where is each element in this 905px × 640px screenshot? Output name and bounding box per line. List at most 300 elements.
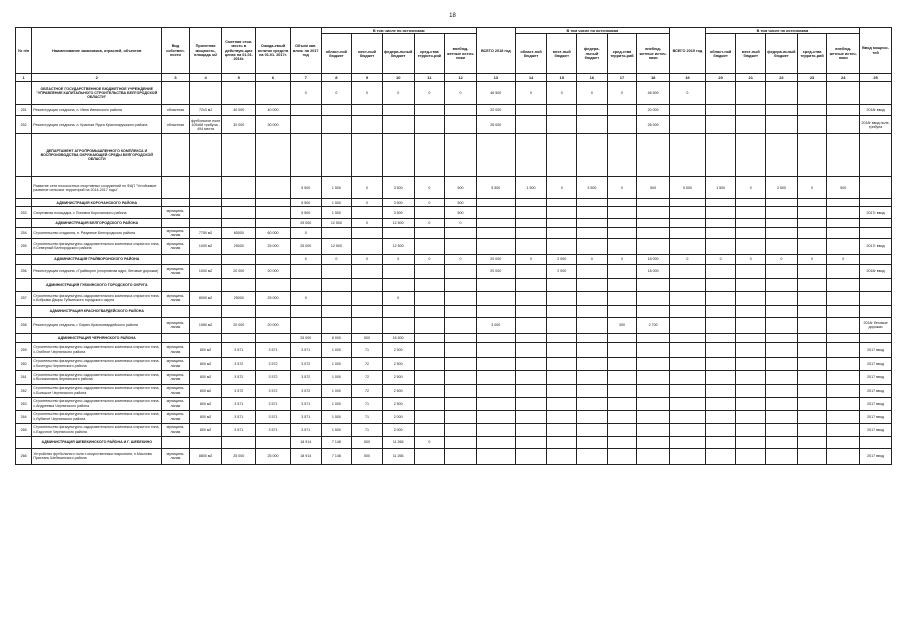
value-cell: [515, 116, 547, 134]
value-cell: 16 500: [382, 333, 414, 342]
value-cell: [222, 134, 256, 177]
value-cell: 2017 ввод: [860, 342, 892, 357]
value-cell: [256, 436, 291, 448]
value-cell: [860, 254, 892, 264]
object-name-cell: Строительство физкультурно-оздоровительного комплекса открытого типа, с.Бобровы Дворы Губкинского городского округа: [32, 291, 162, 305]
value-cell: [547, 317, 577, 333]
value-cell: [321, 116, 352, 134]
value-cell: [670, 357, 706, 370]
value-cell: 71: [352, 342, 383, 357]
value-cell: [705, 436, 736, 448]
value-cell: [607, 291, 637, 305]
column-number-cell: 8: [321, 74, 352, 82]
value-cell: 3 571: [290, 342, 321, 357]
value-cell: [860, 219, 892, 228]
value-cell: [515, 238, 547, 254]
value-cell: [321, 105, 352, 116]
value-cell: [515, 423, 547, 436]
value-cell: 1000 м2: [189, 238, 222, 254]
value-cell: 0: [607, 254, 637, 264]
value-cell: 0: [577, 254, 608, 264]
value-cell: [162, 199, 190, 207]
value-cell: [577, 291, 608, 305]
row-number-cell: 259: [16, 342, 32, 357]
value-cell: [705, 410, 736, 423]
row-number-cell: [16, 305, 32, 317]
value-cell: [256, 177, 291, 199]
value-cell: [637, 410, 670, 423]
col-no-header: № п/п: [16, 28, 32, 74]
object-name-cell: Строительство физкультурно-оздоровительного комплекса открытого типа, п.Северный Белгородского района: [32, 238, 162, 254]
value-cell: [860, 134, 892, 177]
object-name-cell: Строительство физкультурно-оздоровительного комплекса открытого типа, с.Андреевка Чернянского района: [32, 397, 162, 410]
value-cell: [414, 264, 445, 278]
value-cell: 500: [352, 333, 383, 342]
src-territory-header: сред-ства террито-рий: [797, 34, 827, 74]
column-number-cell: 11: [414, 74, 445, 82]
value-cell: 25 000: [256, 448, 291, 464]
value-cell: [766, 370, 798, 384]
value-cell: [797, 207, 827, 219]
value-cell: [222, 436, 256, 448]
value-cell: [515, 448, 547, 464]
value-cell: [515, 207, 547, 219]
table-row: [16, 410, 892, 423]
value-cell: 0: [515, 82, 547, 105]
value-cell: [860, 333, 892, 342]
value-cell: 3 572: [222, 384, 256, 397]
value-cell: [827, 134, 860, 177]
value-cell: [705, 291, 736, 305]
value-cell: [414, 305, 445, 317]
value-cell: муниципа-льная: [162, 357, 190, 370]
src-territory-header: сред-ства террито-рий: [414, 34, 445, 74]
value-cell: [414, 410, 445, 423]
value-cell: [736, 305, 766, 317]
value-cell: [414, 423, 445, 436]
value-cell: [414, 134, 445, 177]
value-cell: 5 500: [670, 177, 706, 199]
value-cell: [766, 448, 798, 464]
value-cell: [445, 410, 477, 423]
value-cell: [736, 134, 766, 177]
value-cell: [577, 207, 608, 219]
value-cell: [414, 370, 445, 384]
value-cell: [476, 333, 515, 342]
value-cell: [827, 116, 860, 134]
table-row: [16, 116, 892, 134]
object-name-cell: Спортивная площадка, с Поповка Корочанского района: [32, 207, 162, 219]
row-number-cell: 257: [16, 291, 32, 305]
value-cell: 0: [670, 82, 706, 105]
row-number-cell: 254: [16, 228, 32, 238]
value-cell: [162, 436, 190, 448]
value-cell: [222, 278, 256, 291]
value-cell: [382, 116, 414, 134]
column-number-cell: 17: [607, 74, 637, 82]
column-number-cell: 1: [16, 74, 32, 82]
column-number-cell: 23: [797, 74, 827, 82]
value-cell: 1 500: [321, 410, 352, 423]
value-cell: [705, 370, 736, 384]
value-cell: 2 500: [382, 342, 414, 357]
value-cell: [476, 342, 515, 357]
table-row: [16, 228, 892, 238]
value-cell: 800 м2: [189, 423, 222, 436]
value-cell: 0: [705, 254, 736, 264]
value-cell: [736, 105, 766, 116]
value-cell: [547, 207, 577, 219]
value-cell: [797, 264, 827, 278]
value-cell: [515, 219, 547, 228]
value-cell: 0: [670, 254, 706, 264]
object-name-cell: Реконструкция стадиона, п. Красная Яруга Краснояружского района: [32, 116, 162, 134]
value-cell: [256, 199, 291, 207]
value-cell: муниципа-льная: [162, 410, 190, 423]
value-cell: 2017г ввод: [860, 238, 892, 254]
value-cell: [547, 278, 577, 291]
value-cell: [736, 357, 766, 370]
row-number-cell: 253: [16, 207, 32, 219]
value-cell: 3 571: [290, 397, 321, 410]
value-cell: [736, 333, 766, 342]
value-cell: [705, 105, 736, 116]
value-cell: [860, 305, 892, 317]
value-cell: 0: [352, 177, 383, 199]
value-cell: муниципа-льная: [162, 291, 190, 305]
table-row: [16, 370, 892, 384]
value-cell: [607, 199, 637, 207]
value-cell: [797, 116, 827, 134]
value-cell: 71: [352, 397, 383, 410]
value-cell: 3 572: [256, 357, 291, 370]
value-cell: [670, 410, 706, 423]
value-cell: [290, 116, 321, 134]
value-cell: [414, 342, 445, 357]
value-cell: [189, 305, 222, 317]
value-cell: [222, 82, 256, 105]
value-cell: [352, 305, 383, 317]
value-cell: [445, 342, 477, 357]
value-cell: [705, 238, 736, 254]
section-title: АДМИНИСТРАЦИЯ БЕЛГОРОДСКОГО РАЙОНА: [32, 219, 162, 228]
value-cell: [637, 370, 670, 384]
value-cell: 1 500: [321, 199, 352, 207]
value-cell: [189, 436, 222, 448]
page-number: 18: [449, 13, 456, 19]
column-number-cell: 5: [222, 74, 256, 82]
value-cell: [577, 305, 608, 317]
column-number-cell: 25: [860, 74, 892, 82]
table-row: [16, 397, 892, 410]
value-cell: [705, 228, 736, 238]
value-cell: 0: [766, 254, 798, 264]
value-cell: 0: [797, 177, 827, 199]
value-cell: муниципа-льная: [162, 264, 190, 278]
value-cell: 46 500: [637, 82, 670, 105]
value-cell: 2 500: [382, 384, 414, 397]
column-number-cell: 7: [290, 74, 321, 82]
value-cell: 0: [577, 82, 608, 105]
col-balance-header: Ожида-емый остаток средств на 01.01. 2017г.: [256, 28, 291, 74]
value-cell: [797, 410, 827, 423]
value-cell: [736, 291, 766, 305]
value-cell: 0: [321, 82, 352, 105]
value-cell: [637, 423, 670, 436]
value-cell: 7 148: [321, 448, 352, 464]
value-cell: [352, 134, 383, 177]
value-cell: [607, 384, 637, 397]
value-cell: [860, 228, 892, 238]
value-cell: [162, 254, 190, 264]
value-cell: [607, 333, 637, 342]
value-cell: [860, 82, 892, 105]
value-cell: [607, 105, 637, 116]
src-regional-header: област-ной бюджет: [705, 34, 736, 74]
value-cell: [827, 238, 860, 254]
value-cell: 12 500: [382, 219, 414, 228]
column-number-cell: 2: [32, 74, 162, 82]
value-cell: 3 571: [256, 342, 291, 357]
row-number-cell: 264: [16, 410, 32, 423]
value-cell: 3 571: [222, 410, 256, 423]
value-cell: [476, 305, 515, 317]
value-cell: 1080 м2: [189, 317, 222, 333]
value-cell: [797, 317, 827, 333]
value-cell: 72: [352, 384, 383, 397]
value-cell: 25 000: [290, 219, 321, 228]
value-cell: [860, 291, 892, 305]
value-cell: 7750 м2: [189, 228, 222, 238]
value-cell: [476, 397, 515, 410]
value-cell: [414, 207, 445, 219]
value-cell: 0: [352, 82, 383, 105]
value-cell: [445, 357, 477, 370]
value-cell: [637, 384, 670, 397]
value-cell: 11 266: [382, 436, 414, 448]
value-cell: [445, 423, 477, 436]
value-cell: 25 000: [222, 448, 256, 464]
value-cell: [607, 397, 637, 410]
value-cell: [577, 228, 608, 238]
value-cell: 800 м2: [189, 342, 222, 357]
src-extrabudget-header: внебюд-жетные источ-ники: [827, 34, 860, 74]
value-cell: [705, 278, 736, 291]
value-cell: [637, 342, 670, 357]
value-cell: [797, 105, 827, 116]
row-number-cell: 261: [16, 370, 32, 384]
value-cell: 0: [352, 199, 383, 207]
value-cell: 500: [352, 448, 383, 464]
value-cell: [476, 278, 515, 291]
value-cell: [670, 448, 706, 464]
value-cell: [321, 264, 352, 278]
value-cell: [766, 134, 798, 177]
value-cell: [222, 305, 256, 317]
value-cell: [445, 278, 477, 291]
value-cell: 2017 ввод: [860, 448, 892, 464]
value-cell: [736, 199, 766, 207]
value-cell: [766, 342, 798, 357]
value-cell: 8 000: [321, 333, 352, 342]
value-cell: [637, 207, 670, 219]
section-row: [16, 219, 892, 228]
value-cell: [476, 423, 515, 436]
value-cell: [547, 370, 577, 384]
value-cell: 500: [445, 199, 477, 207]
value-cell: [352, 238, 383, 254]
value-cell: 0: [414, 82, 445, 105]
object-name-cell: Развитие сети плоскостных спортивных сооружений по ФЦП "Устойчивое развитие сельских территорий на 2014-2017 годы": [32, 177, 162, 199]
value-cell: [607, 116, 637, 134]
value-cell: [766, 219, 798, 228]
value-cell: [476, 291, 515, 305]
value-cell: 0: [290, 82, 321, 105]
value-cell: [637, 238, 670, 254]
col-capacity-header: Проектная мощность, площадь м2: [189, 28, 222, 74]
value-cell: [797, 291, 827, 305]
value-cell: [189, 254, 222, 264]
value-cell: [382, 317, 414, 333]
object-name-cell: Реконструкция стадиона, г. Бирюч Красногвардейского района: [32, 317, 162, 333]
value-cell: [797, 357, 827, 370]
column-number-cell: 21: [736, 74, 766, 82]
value-cell: [256, 278, 291, 291]
src-extrabudget-header: внебюд-жетные источ-ники: [445, 34, 477, 74]
value-cell: 18 000: [637, 254, 670, 264]
value-cell: [222, 177, 256, 199]
value-cell: [827, 82, 860, 105]
value-cell: 0: [382, 254, 414, 264]
value-cell: [515, 342, 547, 357]
value-cell: [476, 370, 515, 384]
row-number-cell: 256: [16, 264, 32, 278]
value-cell: [414, 317, 445, 333]
value-cell: [445, 370, 477, 384]
value-cell: 2 000: [382, 410, 414, 423]
section-row: [16, 305, 892, 317]
value-cell: 0: [414, 254, 445, 264]
sources-2017-header: В том числе по источникам: [321, 28, 476, 34]
section-row: [16, 436, 892, 448]
value-cell: [827, 384, 860, 397]
value-cell: [766, 384, 798, 397]
value-cell: [577, 116, 608, 134]
value-cell: 3 572: [290, 384, 321, 397]
value-cell: [637, 357, 670, 370]
value-cell: [547, 423, 577, 436]
value-cell: 2018г ввод поле, трибуна: [860, 116, 892, 134]
value-cell: [445, 305, 477, 317]
value-cell: [476, 238, 515, 254]
value-cell: муниципа-льная: [162, 207, 190, 219]
object-name-cell: Строительство физкультурно-оздоровительного комплекса открытого типа, с.Ездочное Чернянского района: [32, 423, 162, 436]
value-cell: [637, 228, 670, 238]
value-cell: 2018г ввод: [860, 264, 892, 278]
value-cell: [290, 278, 321, 291]
object-name-cell: Устройство футбольного поля с искусственным покрытием, п.Маслова Пристань Шебекинского района: [32, 448, 162, 464]
value-cell: [797, 134, 827, 177]
value-cell: [670, 116, 706, 134]
value-cell: 72: [352, 357, 383, 370]
value-cell: [547, 219, 577, 228]
value-cell: [736, 397, 766, 410]
value-cell: [670, 134, 706, 177]
value-cell: [222, 199, 256, 207]
value-cell: 0: [827, 254, 860, 264]
value-cell: [445, 228, 477, 238]
value-cell: [515, 397, 547, 410]
value-cell: [162, 177, 190, 199]
value-cell: [290, 305, 321, 317]
table-row: [16, 342, 892, 357]
value-cell: [547, 342, 577, 357]
value-cell: [476, 219, 515, 228]
value-cell: [476, 199, 515, 207]
section-row: [16, 199, 892, 207]
value-cell: [766, 238, 798, 254]
value-cell: 1 000: [321, 370, 352, 384]
object-name-cell: Строительство физкультурно-оздоровительного комплекса открытого типа, с.Огибное Чернянского района: [32, 342, 162, 357]
value-cell: [607, 264, 637, 278]
value-cell: [827, 410, 860, 423]
value-cell: 20 000: [222, 264, 256, 278]
value-cell: 2017 ввод: [860, 397, 892, 410]
value-cell: [607, 436, 637, 448]
value-cell: [256, 305, 291, 317]
section-row: [16, 254, 892, 264]
value-cell: [515, 436, 547, 448]
value-cell: [547, 105, 577, 116]
value-cell: [637, 278, 670, 291]
value-cell: муниципа-льная: [162, 342, 190, 357]
value-cell: 20 000: [256, 264, 291, 278]
value-cell: [476, 448, 515, 464]
value-cell: [797, 238, 827, 254]
value-cell: [189, 134, 222, 177]
value-cell: [577, 333, 608, 342]
value-cell: [705, 82, 736, 105]
src-extrabudget-header: внебюд-жетные источ-ники: [637, 34, 670, 74]
value-cell: [766, 397, 798, 410]
value-cell: 0: [352, 254, 383, 264]
value-cell: 800 м2: [189, 384, 222, 397]
value-cell: 12 500: [321, 238, 352, 254]
src-local-header: мест-ный бюджет: [352, 34, 383, 74]
value-cell: [352, 105, 383, 116]
value-cell: 2 500: [382, 370, 414, 384]
value-cell: 20 000: [476, 105, 515, 116]
value-cell: [352, 228, 383, 238]
value-cell: [797, 342, 827, 357]
value-cell: [189, 219, 222, 228]
value-cell: [705, 305, 736, 317]
value-cell: [705, 357, 736, 370]
value-cell: [736, 342, 766, 357]
value-cell: [860, 199, 892, 207]
value-cell: 18 000: [637, 264, 670, 278]
value-cell: [515, 105, 547, 116]
value-cell: [705, 333, 736, 342]
value-cell: [705, 423, 736, 436]
value-cell: [736, 448, 766, 464]
column-number-cell: 13: [476, 74, 515, 82]
value-cell: [445, 397, 477, 410]
value-cell: [736, 317, 766, 333]
value-cell: муниципа-льная: [162, 423, 190, 436]
value-cell: 60000: [222, 228, 256, 238]
section-title: АДМИНИСТРАЦИЯ КОРОЧАНСКОГО РАЙОНА: [32, 199, 162, 207]
